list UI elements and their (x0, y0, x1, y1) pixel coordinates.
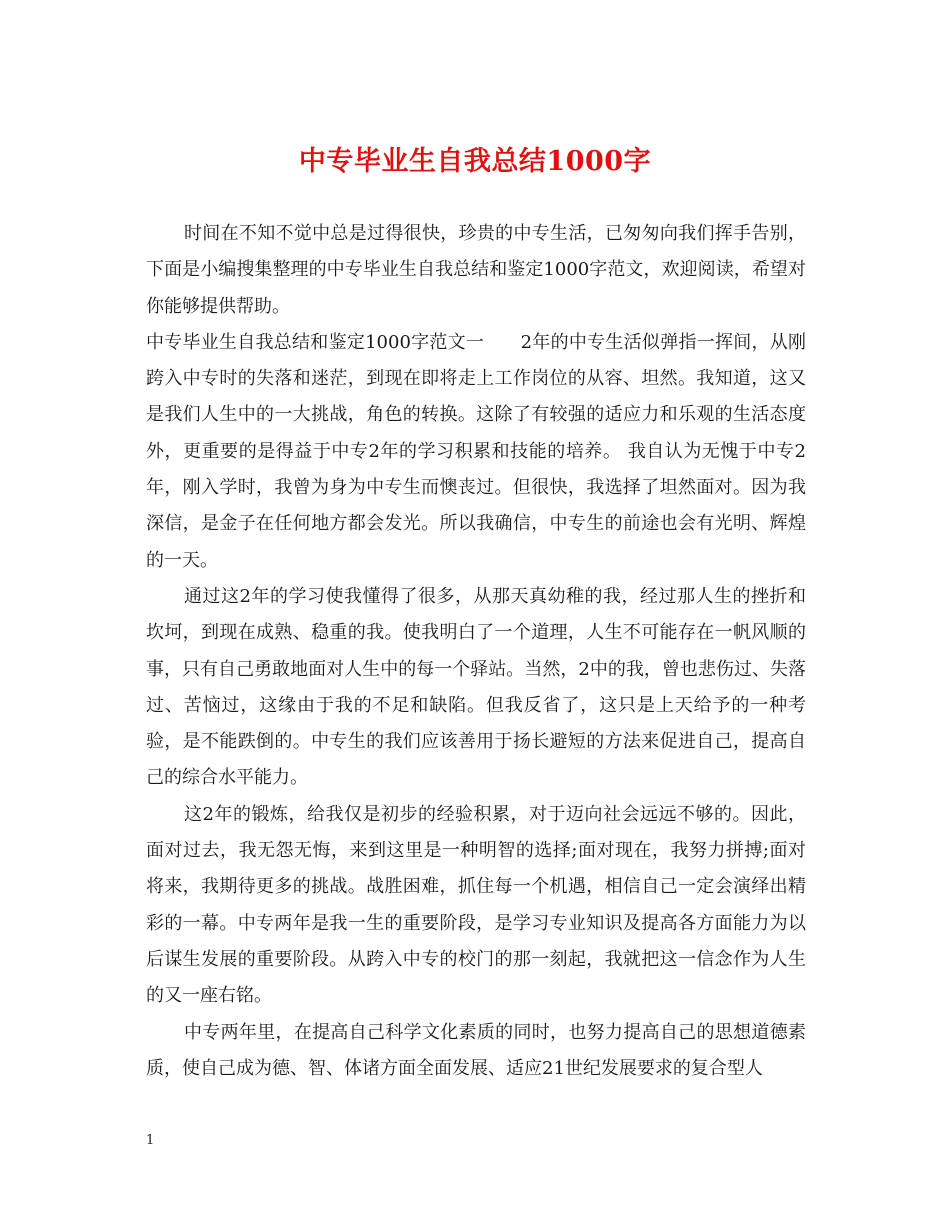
paragraph-intro: 时间在不知不觉中总是过得很快，珍贵的中专生活，已匆匆向我们挥手告别，下面是小编搜集整理的中专毕业生自我总结和鉴定1000字范文，欢迎阅读，希望对你能够提供帮助。 (146, 223, 806, 317)
paragraph-section-one: 中专毕业生自我总结和鉴定1000字范文一 2年的中专生活似弹指一挥间，从刚跨入中专时的失落和迷茫，到现在即将走上工作岗位的从容、坦然。我知道，这又是我们人生中的一大挑战，角色的转换。这除了有较强的适应力和乐观的生活态度外，更重要的是得益于中专2年的学习积累和技能的培养。 我自认为无愧于中专2年，刚入学时，我曾为身为中专生而懊丧过。但很快，我选择了坦然面对。因为我深信，是金子在任何地方都会发光。所以我确信，中专生的前途也会有光明、辉煌的一天。 (146, 331, 806, 571)
document-body (146, 216, 806, 1087)
page-title: 中专毕业生自我总结1000字 (298, 146, 652, 177)
page-number: 1 (146, 1133, 155, 1148)
paragraph-training: 这2年的锻炼，给我仅是初步的经验积累，对于迈向社会远远不够的。因此，面对过去，我无怨无悔，来到这里是一种明智的选择;面对现在，我努力拼搏;面对将来，我期待更多的挑战。战胜困难，抓住每一个机遇，相信自己一定会演绎出精彩的一幕。中专两年是我一生的重要阶段，是学习专业知识及提高各方面能力为以后谋生发展的重要阶段。从跨入中专的校门的那一刻起，我就把这一信念作为人生的又一座右铭。 (146, 803, 806, 1007)
paragraph-two-years: 中专两年里，在提高自己科学文化素质的同时，也努力提高自己的思想道德素质，使自己成为德、智、体诸方面全面发展、适应21世纪发展要求的复合型人 (146, 1021, 806, 1079)
paragraph-growth: 通过这2年的学习使我懂得了很多，从那天真幼稚的我，经过那人生的挫折和坎坷，到现在成熟、稳重的我。使我明白了一个道理，人生不可能存在一帆风顺的事，只有自己勇敢地面对人生中的每一个驿站。当然，2中的我，曾也悲伤过、失落过、苦恼过，这缘由于我的不足和缺陷。但我反省了，这只是上天给予的一种考验，是不能跌倒的。中专生的我们应该善用于扬长避短的方法来促进自己，提高自己的综合水平能力。 (146, 585, 806, 789)
